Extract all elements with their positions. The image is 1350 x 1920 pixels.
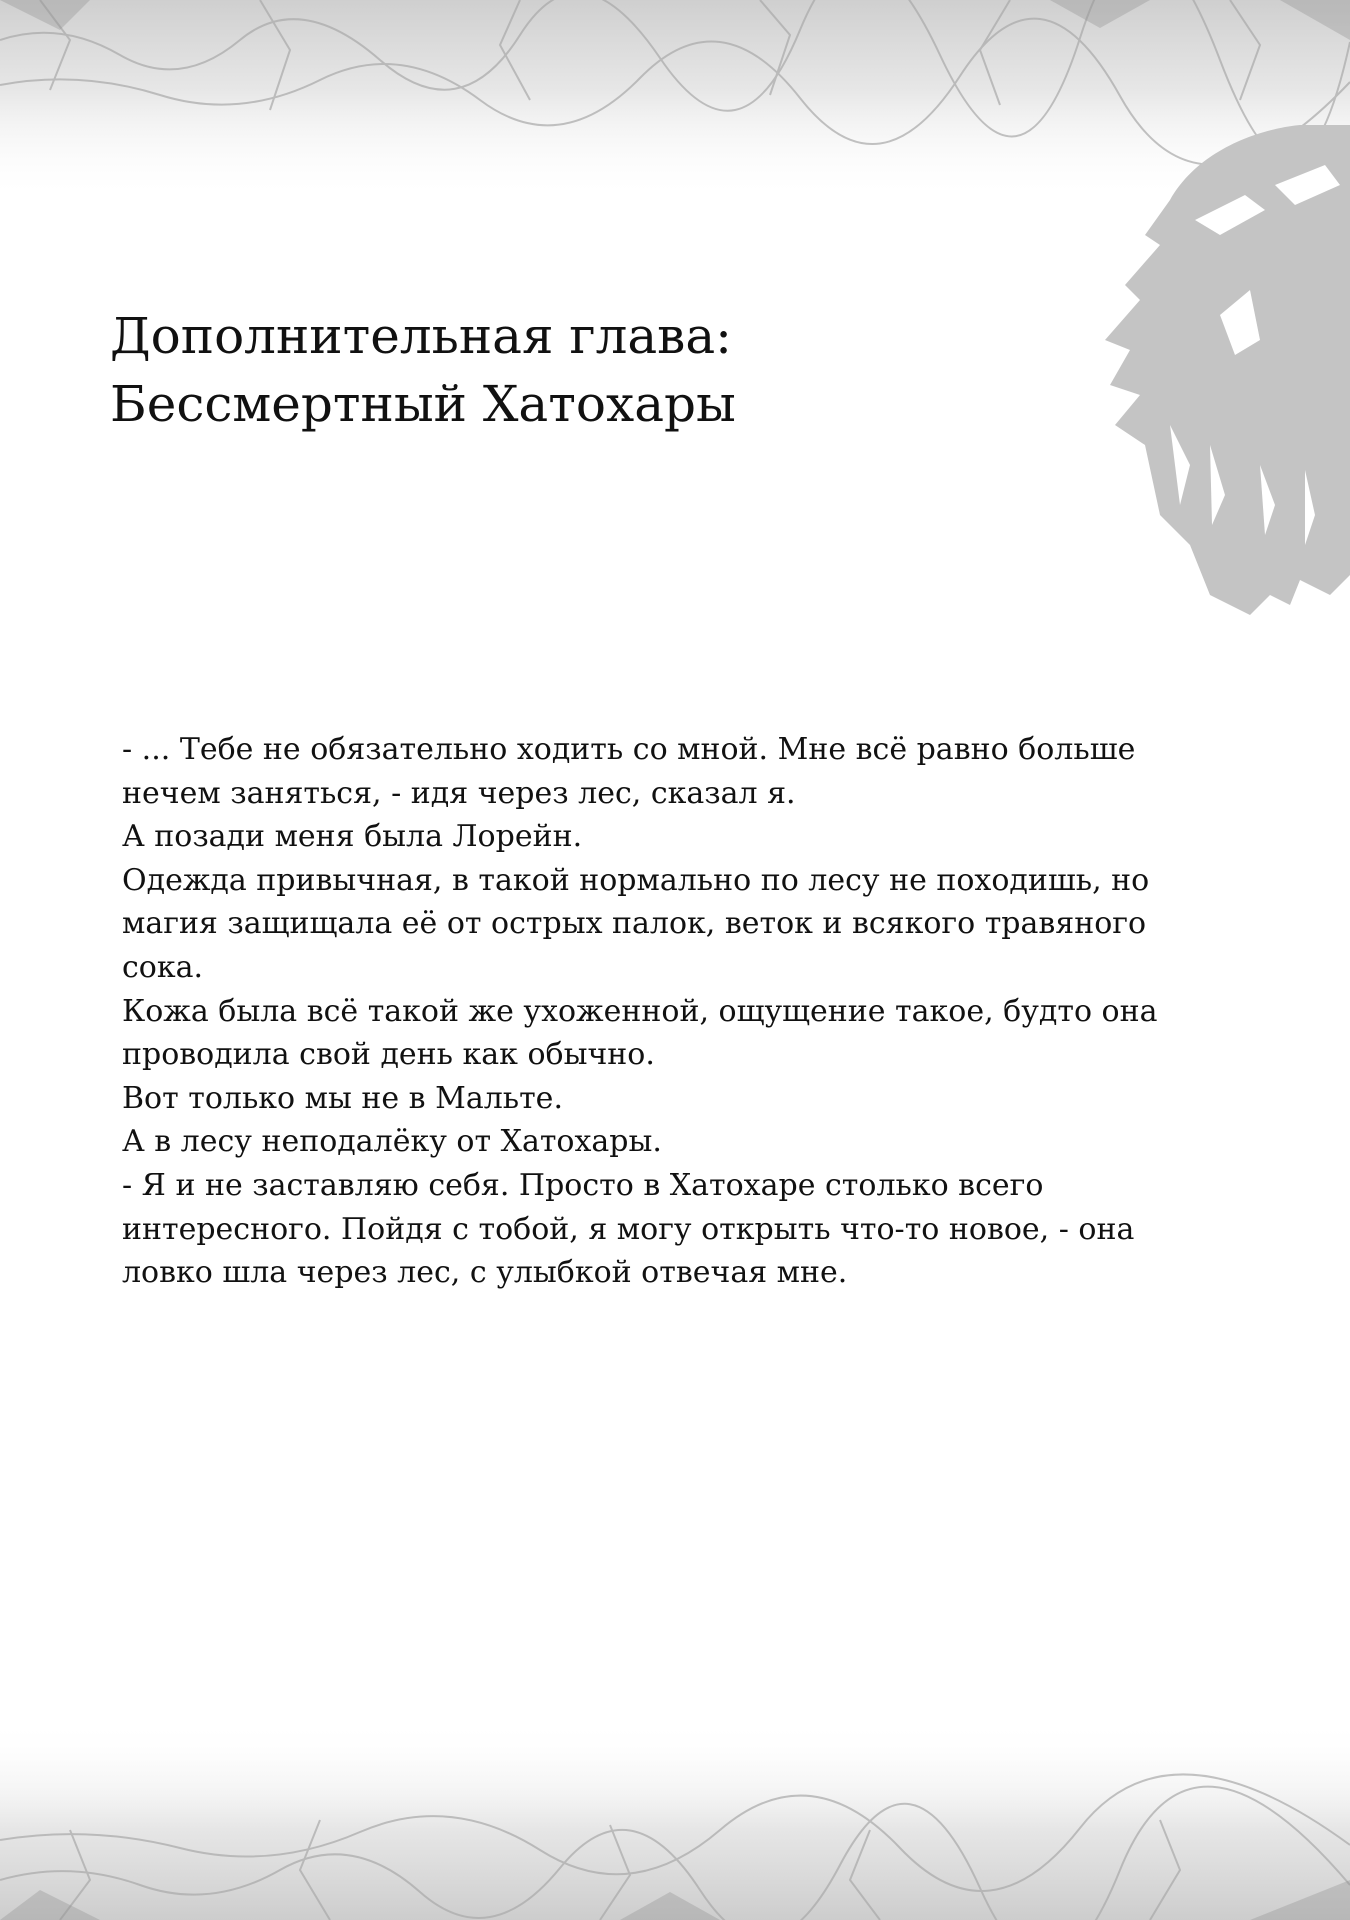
text-line: Вот только мы не в Мальте. (122, 1080, 563, 1116)
text-line: А позади меня была Лорейн. (122, 819, 583, 855)
text-line: нечем заняться, - идя через лес, сказал я. (122, 775, 796, 811)
text-line: Кожа была всё такой же ухоженной, ощущение такое, будто она (122, 993, 1158, 1029)
text-line: проводила свой день как обычно. (122, 1037, 655, 1073)
stone-texture-bottom (0, 1720, 1350, 1920)
skull-icon (1100, 125, 1350, 615)
chapter-title-line: Бессмертный Хатохары (110, 375, 736, 433)
text-line: интересного. Пойдя с тобой, я могу открыть что-то новое, - она (122, 1211, 1135, 1247)
chapter-title (110, 302, 1010, 438)
text-line: - ... Тебе не обязательно ходить со мной. Мне всё равно больше (122, 732, 1136, 767)
text-line: магия защищала её от острых палок, веток и всякого травяного (122, 906, 1147, 942)
text-line: ловко шла через лес, с улыбкой отвечая мне. (122, 1255, 848, 1291)
text-line: Одежда привычная, в такой нормально по лесу не походишь, но (122, 862, 1150, 898)
text-line: - Я и не заставляю себя. Просто в Хатохаре столько всего (122, 1167, 1044, 1203)
text-line: сока. (122, 949, 204, 985)
text-line: А в лесу неподалёку от Хатохары. (122, 1124, 662, 1160)
body-text (122, 728, 1212, 1295)
chapter-title-line: Дополнительная глава: (110, 307, 732, 365)
